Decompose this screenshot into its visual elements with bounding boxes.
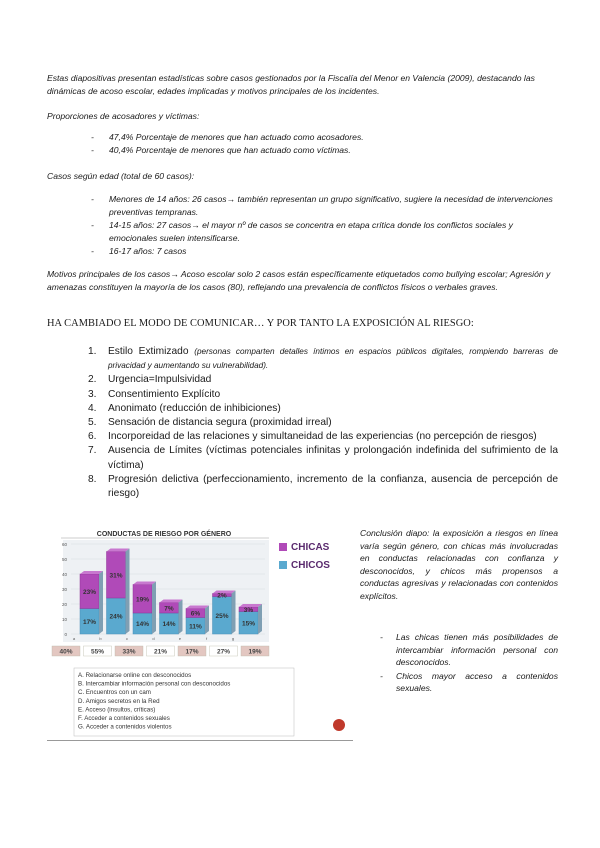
list-item [88,416,558,430]
total-label: 55% [90,648,105,656]
data-label-chicas: 6% [190,610,201,618]
item-number: 4. [88,402,97,414]
x-tick-label: d [152,636,155,641]
legend-label: CHICOS [291,560,330,571]
chart-canvas [47,522,353,740]
legend-swatch [279,543,287,551]
item-note: (personas comparten detalles íntimos en espacios públicos digitales, rompiendo barreras de privacidad y aumentando su vulnerabilidad). [108,347,558,371]
item-text: Ausencia de Límites (víctimas potenciales infinitas y prolongación indefinida del sufrimiento de la víctima) [108,445,558,471]
item-text: Progresión delictiva (perfeccionamiento, incremento de la confianza, ausencia de percepción de riesgo) [108,473,558,500]
data-label-chicas: 3% [243,606,254,614]
x-tick-label: e [178,636,182,641]
item-number: 8. [88,473,97,485]
ages-heading: Casos según edad (total de 60 casos): [47,171,195,181]
list-item [88,430,558,444]
list-item [88,388,558,402]
data-label-chicos: 24% [109,613,123,621]
conclusion-paragraph: Conclusión diapo: la exposición a riesgos en línea varía según género, con chicas más involucradas en conductas relacionadas con confianza y desconocidos, y chicos más propensos a conductas agresivas y relacionadas con contenidos explícitos. [360,528,558,601]
category-legend-item: C. Encuentros con un cam [78,689,151,697]
y-tick-label: 30 [61,587,67,592]
y-tick-label: 0 [64,632,67,637]
category-legend-item: A. Relacionarse online con desconocidos [78,672,192,679]
item-text: Consentimiento Explícito [108,388,221,400]
intro-paragraph: Estas diapositivas presentan estadísticas sobre casos gestionados por la Fiscalía del Menor en Valencia (2009), destacando las dinámicas de acoso escolar, edades implicadas y motivos principales de los incidentes. [47,73,535,96]
list-item: - 16-17 años: 7 casos [47,245,559,258]
data-label-chicos: 25% [215,612,229,620]
bar-side [152,582,156,635]
data-label-chicos: 14% [162,621,176,628]
category-legend-item: B. Intercambiar información personal con desconocidos [78,680,231,688]
item-number: 1. [88,346,97,357]
item-text: Estilo Extimizado [108,346,195,357]
item-number: 2. [88,374,97,386]
total-label: 27% [216,648,231,656]
list-item: - Las chicas tienen más posibilidades de intercambiar información personal con desconocidos. [360,631,558,669]
bar-top [186,606,209,609]
x-tick-label: b [99,636,102,641]
list-item [88,345,558,373]
list-item [88,402,558,416]
total-label: 33% [122,648,136,656]
item-number: 6. [88,431,97,443]
proportions-list [47,131,559,156]
bar-top [160,600,183,603]
x-tick-label: c [126,636,128,641]
list-item: - 40,4% Porcentaje de menores que han actuado como víctimas. [47,144,559,157]
bar-side [179,600,183,635]
bar-top [80,571,103,574]
bar-side [232,591,236,635]
list-item: - Menores de 14 años: 26 casos→ también representan un grupo significativo, sugiere la necesidad de intervenciones preventivas tempranas. [47,193,559,218]
bar-top [107,549,130,552]
data-label-chicas: 31% [109,572,123,580]
list-item: - 47,4% Porcentaje de menores que han actuado como acosadores. [47,131,559,144]
data-label-chicos: 15% [241,620,256,628]
y-tick-label: 50 [61,557,67,562]
category-legend-item: F. Acceder a contenidos sexuales [78,715,170,722]
x-tick-label: a [72,636,76,641]
list-item: - Chicos mayor acceso a contenidos sexuales. [360,670,558,695]
legend-label: CHICAS [291,542,330,553]
y-tick-label: 10 [61,617,67,622]
proportions-heading: Proporciones de acosadores y víctimas: [47,111,200,121]
y-tick-label: 40 [61,572,67,577]
total-label: 21% [153,648,168,656]
category-legend-item: G. Acceder a contenidos violentos [78,723,172,731]
risk-chart [47,522,353,741]
bar-top [133,582,156,585]
total-label: 40% [59,648,73,656]
y-tick-label: 60 [61,542,67,547]
item-number: 5. [88,417,97,429]
item-number: 7. [88,445,97,457]
total-label: 19% [248,648,262,656]
conclusion-list [360,631,558,696]
bar-side [126,549,130,635]
category-legend-item: E. Acceso (insultos, críticas) [78,706,156,714]
data-label-chicos: 14% [135,621,150,628]
list-item [88,373,558,387]
item-text: Anonimato (reducción de inhibiciones) [108,402,281,414]
risk-factors-list [88,345,558,501]
item-text: Incorporeidad de las relaciones y simultaneidad de las experiencias (no percepción de riesgos) [108,431,537,443]
list-item [88,473,558,501]
y-tick-label: 20 [61,602,67,607]
motivos-paragraph: Motivos principales de los casos→ Acoso escolar solo 2 casos están específicamente etiquetados como bullying escolar; Agresión y amenazas constituyen la mayoría de los casos (80), reflejando una prevalencia de conflictos físicos o verbales graves. [47,269,551,292]
data-label-chicas: 19% [135,596,150,604]
bar-side [99,571,103,634]
data-label-chicas: 2% [217,592,227,600]
x-tick-label: g [231,636,235,641]
chart-title: CONDUCTAS DE RIESGO POR GÉNERO [96,531,232,538]
total-label: 17% [185,648,199,656]
slide-badge-icon [333,719,345,731]
ages-list [47,193,559,259]
data-label-chicas: 23% [82,588,97,596]
item-text: Sensación de distancia segura (proximidad irreal) [108,417,332,429]
data-label-chicos: 17% [82,618,97,626]
category-legend-item: D. Amigos secretos en la Red [78,697,160,705]
data-label-chicos: 11% [189,623,202,631]
item-text: Urgencia=Impulsividad [108,374,212,386]
list-item: - 14-15 años: 27 casos→ el mayor nº de casos se concentra en etapa crítica donde los conflictos sociales y emocionales suelen intensificarse. [47,219,559,244]
item-number: 3. [88,388,97,400]
list-item [88,444,558,472]
bar-side [258,604,262,634]
x-tick-label: f [205,636,208,641]
bar-side [205,606,209,635]
section-heading: HA CAMBIADO EL MODO DE COMUNICAR… Y POR TANTO LA EXPOSICIÓN AL RIESGO: [47,318,474,329]
legend-swatch [279,561,287,569]
data-label-chicas: 7% [164,605,174,613]
